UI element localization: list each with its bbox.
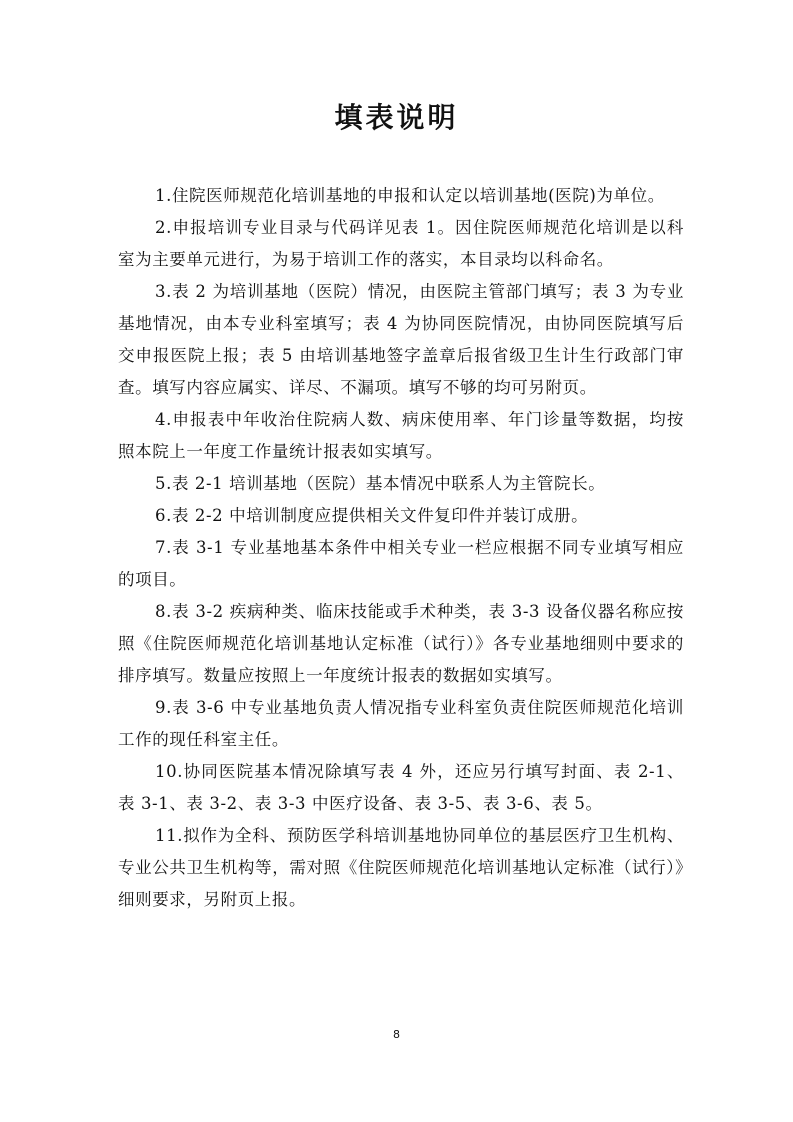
instruction-paragraph-2: 2.申报培训专业目录与代码详见表 1。因住院医师规范化培训是以科室为主要单元进行，为易于培训工作的落实，本目录均以科命名。 xyxy=(118,218,684,269)
instruction-paragraph-5: 5.表 2-1 培训基地（医院）基本情况中联系人为主管院长。 xyxy=(155,474,606,493)
instruction-paragraph-9: 9.表 3-6 中专业基地负责人情况指专业科室负责住院医师规范化培训工作的现任科室主任。 xyxy=(118,698,684,749)
instruction-paragraph-1: 1.住院医师规范化培训基地的申报和认定以培训基地(医院)为单位。 xyxy=(155,186,665,205)
page-title: 填表说明 xyxy=(334,101,459,134)
instruction-paragraph-11: 11.拟作为全科、预防医学科培训基地协同单位的基层医疗卫生机构、专业公共卫生机构等，需对照《住院医师规范化培训基地认定标准（试行）》细则要求，另附页上报。 xyxy=(118,826,684,909)
instructions-body xyxy=(118,180,684,916)
instruction-paragraph-7: 7.表 3-1 专业基地基本条件中相关专业一栏应根据不同专业填写相应的项目。 xyxy=(118,538,684,589)
page-number: 8 xyxy=(393,1028,400,1041)
instruction-paragraph-10: 10.协同医院基本情况除填写表 4 外，还应另行填写封面、表 2-1、表 3-1、表 3-2、表 3-3 中医疗设备、表 3-5、表 3-6、表 5。 xyxy=(118,762,684,813)
instruction-paragraph-6: 6.表 2-2 中培训制度应提供相关文件复印件并装订成册。 xyxy=(155,506,589,525)
instruction-paragraph-8: 8.表 3-2 疾病种类、临床技能或手术种类，表 3-3 设备仪器名称应按照《住院医师规范化培训基地认定标准（试行）》各专业基地细则中要求的排序填写。数量应按照上一年度统计报表的数据如实填写。 xyxy=(118,602,684,685)
instruction-paragraph-4: 4.申报表中年收治住院病人数、病床使用率、年门诊量等数据，均按照本院上一年度工作量统计报表如实填写。 xyxy=(118,410,684,461)
instruction-paragraph-3: 3.表 2 为培训基地（医院）情况，由医院主管部门填写；表 3 为专业基地情况，由本专业科室填写；表 4 为协同医院情况，由协同医院填写后交申报医院上报；表 5 由培训基地签字盖章后报省级卫生计生行政部门审查。填写内容应属实、详尽、不漏项。填写不够的均可另附页。 xyxy=(118,282,684,397)
